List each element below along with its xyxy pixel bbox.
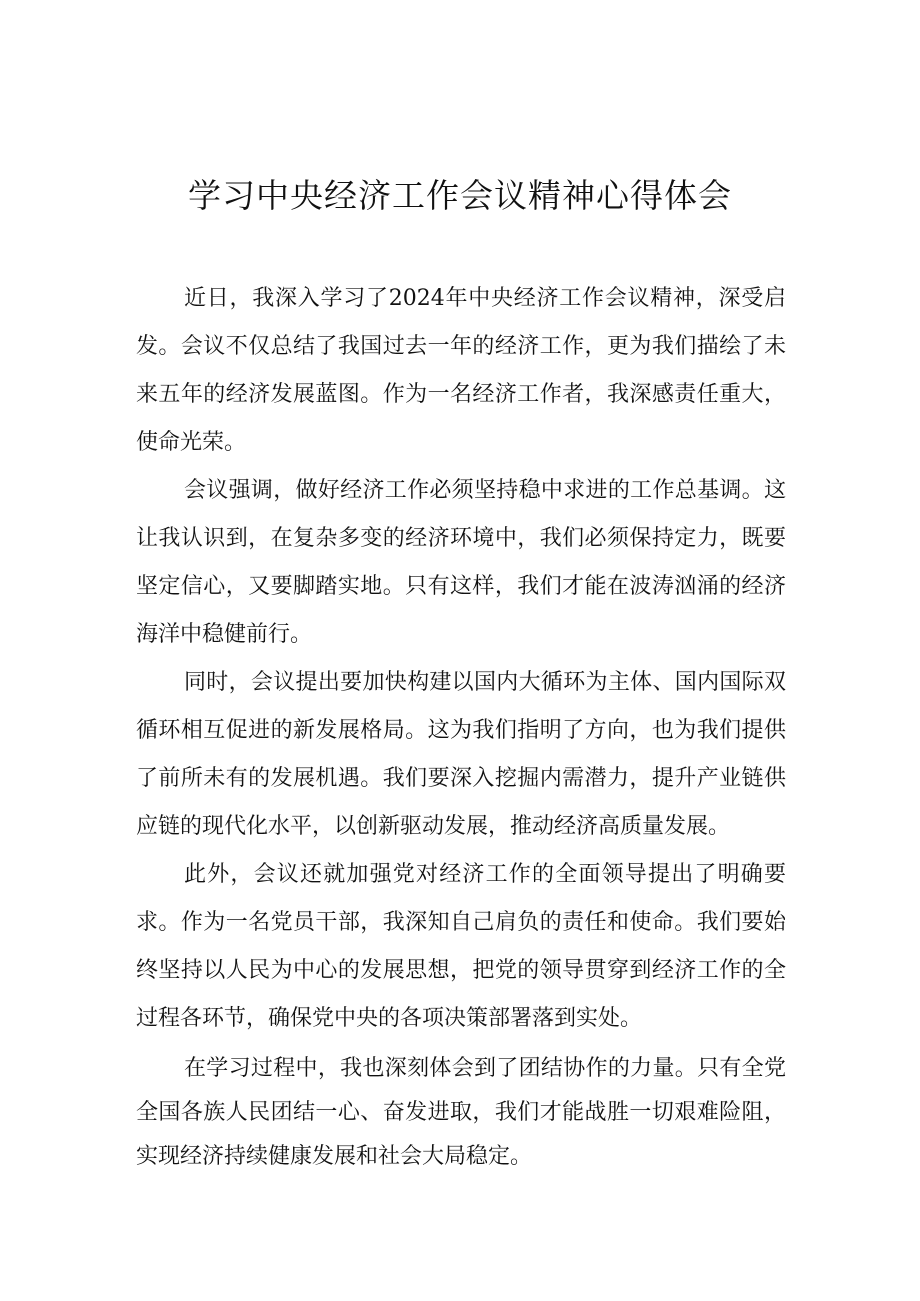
paragraph-5: 在学习过程中，我也深刻体会到了团结协作的力量。只有全党全国各族人民团结一心、奋发进取，我们才能战胜一切艰难险阻，实现经济持续健康发展和社会大局稳定。	[136, 1056, 786, 1169]
document-title: 学习中央经济工作会议精神心得体会	[188, 176, 732, 215]
paragraph-3: 同时，会议提出要加快构建以国内大循环为主体、国内国际双循环相互促进的新发展格局。这为我们指明了方向，也为我们提供了前所未有的发展机遇。我们要深入挖掘内需潜力，提升产业链供应链的现代化水平，以创新驱动发展，推动经济高质量发展。	[136, 670, 786, 839]
document-body	[136, 275, 786, 1179]
paragraph-4: 此外，会议还就加强党对经济工作的全面领导提出了明确要求。作为一名党员干部，我深知自己肩负的责任和使命。我们要始终坚持以人民为中心的发展思想，把党的领导贯穿到经济工作的全过程各环节，确保党中央的各项决策部署落到实处。	[136, 862, 786, 1031]
paragraph-2: 会议强调，做好经济工作必须坚持稳中求进的工作总基调。这让我认识到，在复杂多变的经济环境中，我们必须保持定力，既要坚定信心，又要脚踏实地。只有这样，我们才能在波涛汹涌的经济海洋中稳健前行。	[136, 478, 786, 647]
paragraph-1: 近日，我深入学习了2024年中央经济工作会议精神，深受启发。会议不仅总结了我国过去一年的经济工作，更为我们描绘了未来五年的经济发展蓝图。作为一名经济工作者，我深感责任重大，使命光荣。	[136, 286, 786, 455]
